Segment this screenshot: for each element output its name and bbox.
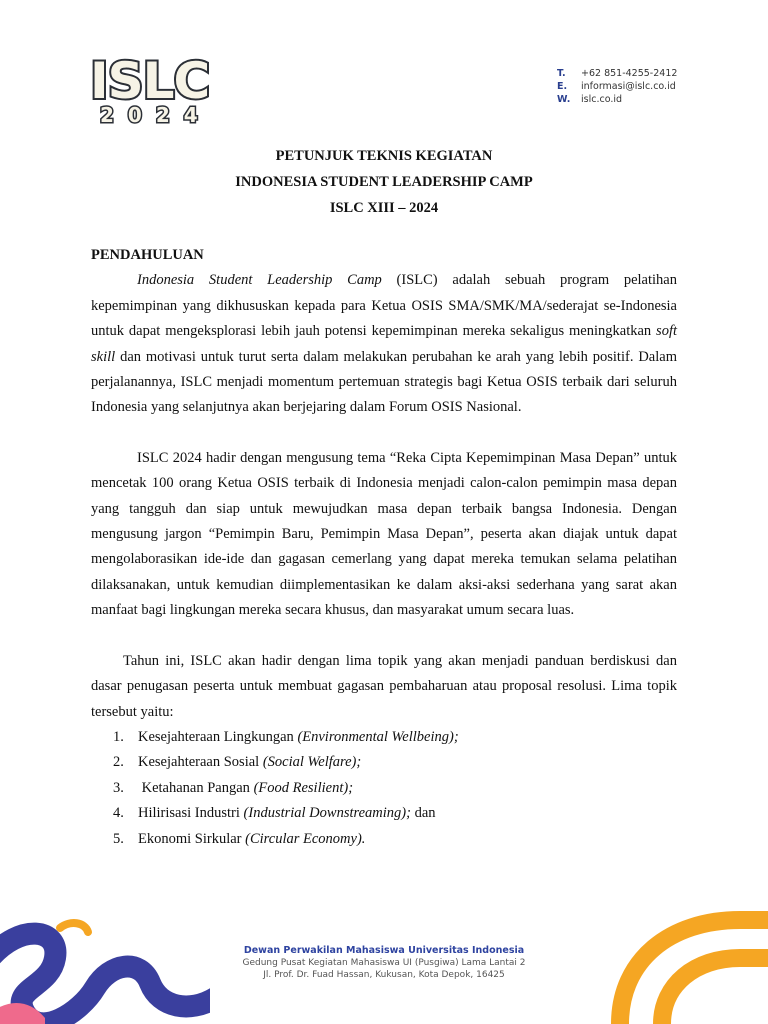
program-name: Indonesia Student Leadership Camp: [137, 272, 382, 289]
logo-year: 2024: [100, 103, 212, 127]
footer-address-line-2: Jl. Prof. Dr. Fuad Hassan, Kukusan, Kota Depok, 16425: [263, 970, 505, 980]
intro-paragraph-3: Tahun ini, ISLC akan hadir dengan lima topik yang akan menjadi panduan berdiskusi dan dasar penugasan peserta untuk membuat gagasan pembaharuan atau proposal resolusi. Lima topik tersebut yaitu:: [91, 652, 677, 720]
topic-item: [91, 801, 677, 826]
contact-email: [557, 80, 677, 93]
title-line-1: PETUNJUK TEKNIS KEGIATAN: [275, 148, 493, 164]
footer-address-line-1: Gedung Pusat Kegiatan Mahasiswa UI (Pusgiwa) Lama Lantai 2: [242, 958, 526, 968]
footer: [0, 945, 768, 981]
topic-english: (Food Resilient);: [253, 779, 354, 796]
email-value[interactable]: informasi@islc.co.id: [581, 81, 676, 92]
topic-english: (Social Welfare);: [262, 754, 362, 771]
footer-organization: Dewan Perwakilan Mahasiswa Universitas Indonesia: [243, 945, 525, 956]
topic-item: [91, 776, 677, 801]
phone-label: T.: [557, 68, 566, 79]
topic-number: 5.: [113, 830, 124, 847]
intro-paragraph-1: [91, 268, 677, 420]
topics-list: [91, 725, 677, 852]
topic-name: Hilirisasi Industri: [138, 805, 244, 822]
topic-name: Kesejahteraan Lingkungan: [138, 728, 298, 745]
topic-english: (Environmental Wellbeing);: [297, 728, 459, 745]
document-title: [0, 143, 768, 221]
topic-suffix: dan: [410, 805, 436, 822]
website-value[interactable]: islc.co.id: [581, 94, 623, 105]
contact-phone: [557, 67, 677, 80]
logo-text: ISLC: [90, 52, 210, 110]
email-label: E.: [557, 81, 568, 92]
intro-paragraph-2: ISLC 2024 hadir dengan mengusung tema “Reka Cipta Kepemimpinan Masa Depan” untuk mencetak 100 orang Ketua OSIS terbaik di Indonesia menjadi calon-calon pemimpin masa depan yang tangguh dan siap untuk mewujudkan masa depan terbaik bangsa Indonesia. Dengan mengusung jargon “Pemimpin Baru, Pemimpin Masa Depan”, peserta akan diajak untuk dapat mengolaborasikan ide-ide dan gagasan cemerlang yang dapat mereka temukan selama pelatihan dilaksanakan, untuk kemudian diimplementasikan ke dalam aksi-aksi sederhana yang sarat akan manfaat bagi lingkungan mereka secara khusus, dan masyarakat umum secara luas.: [91, 449, 677, 619]
phone-value: +62 851-4255-2412: [581, 68, 678, 79]
topic-number: 4.: [113, 805, 124, 822]
section-heading: PENDAHULUAN: [91, 247, 204, 263]
title-line-2: INDONESIA STUDENT LEADERSHIP CAMP: [235, 174, 533, 190]
topic-english: (Circular Economy).: [245, 830, 366, 847]
document-body: [91, 243, 677, 852]
topic-number: 2.: [113, 754, 124, 771]
website-label: W.: [557, 94, 571, 105]
topic-item: [91, 725, 677, 750]
topic-name: Ekonomi Sirkular: [138, 830, 246, 847]
contact-block: [557, 67, 677, 106]
topic-number: 1.: [113, 728, 124, 745]
topic-item: [91, 750, 677, 775]
soft-skill-term: soft skill: [91, 323, 677, 365]
topic-name: Ketahanan Pangan: [138, 779, 254, 796]
intro-p1-text-b: dan motivasi untuk turut serta dalam melakukan perubahan ke arah yang lebih positif. Dalam perjalanannya, ISLC menjadi momentum pertemuan strategis bagi Ketua OSIS terbaik dari seluruh Indonesia yang selanjutnya akan berjejaring dalam Forum OSIS Nasional.: [91, 348, 677, 416]
contact-website: [557, 93, 677, 106]
intro-p1-text-a: (ISLC) adalah sebuah program pelatihan kepemimpinan yang dikhususkan kepada para Ketua OSIS SMA/SMK/MA/sederajat se-Indonesia untuk dapat mengeksplorasi lebih jauh potensi kepemimpinan mereka sekaligus meningkatkan: [91, 272, 677, 340]
topic-item: [91, 827, 677, 852]
topic-english: (Industrial Downstreaming);: [243, 805, 411, 822]
islc-logo: [86, 50, 226, 128]
title-line-3: ISLC XIII – 2024: [329, 200, 439, 216]
topic-number: 3.: [113, 779, 124, 796]
topic-name: Kesejahteraan Sosial: [138, 754, 263, 771]
